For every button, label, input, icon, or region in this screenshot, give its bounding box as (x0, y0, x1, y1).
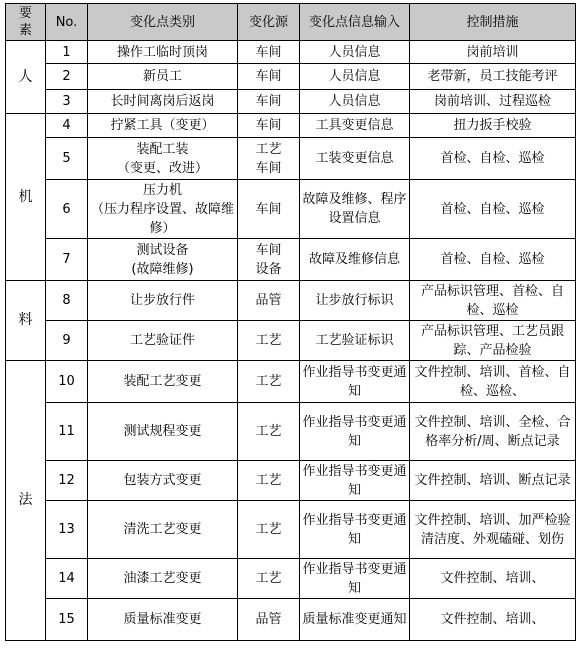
table-row (6, 501, 576, 559)
no-cell: 10 (46, 361, 88, 403)
no-cell: 6 (46, 180, 88, 239)
table-row (6, 281, 576, 321)
source-cell: 工艺 (238, 501, 300, 559)
category-cell: 装配工艺变更 (88, 361, 238, 403)
source-cell: 车间 (238, 180, 300, 239)
source-cell: 工艺 (238, 321, 300, 361)
source-cell: 车间 (238, 64, 300, 90)
table-row (6, 114, 576, 138)
source-cell: 工艺 (238, 403, 300, 461)
table-row (6, 41, 576, 64)
table-row (6, 321, 576, 361)
info-cell: 质量标准变更通知 (300, 599, 410, 641)
measures-cell: 扭力扳手校验 (410, 114, 576, 138)
change-point-table (5, 3, 576, 641)
no-cell: 15 (46, 599, 88, 641)
category-cell: 油漆工艺变更 (88, 559, 238, 599)
header-measures: 控制措施 (410, 4, 576, 41)
source-cell: 品管 (238, 599, 300, 641)
measures-cell: 文件控制、培训、首检、自检、巡检、 (410, 361, 576, 403)
table-row (6, 403, 576, 461)
element-cell-method: 法 (6, 361, 46, 641)
measures-cell: 岗前培训 (410, 41, 576, 64)
table-row (6, 138, 576, 180)
info-cell: 人员信息 (300, 90, 410, 114)
source-cell: 工艺 车间 (238, 138, 300, 180)
header-info: 变化点信息输入 (300, 4, 410, 41)
info-cell: 工具变更信息 (300, 114, 410, 138)
info-cell: 作业指导书变更通知 (300, 559, 410, 599)
measures-cell: 文件控制、培训、加严检验清洁度、外观磕碰、划伤 (410, 501, 576, 559)
no-cell: 9 (46, 321, 88, 361)
measures-cell: 文件控制、培训、断点记录 (410, 461, 576, 501)
source-cell: 工艺 (238, 361, 300, 403)
category-cell: 新员工 (88, 64, 238, 90)
element-cell-material: 料 (6, 281, 46, 361)
measures-cell: 老带新，员工技能考评 (410, 64, 576, 90)
no-cell: 5 (46, 138, 88, 180)
category-cell: 测试规程变更 (88, 403, 238, 461)
source-cell: 车间 (238, 41, 300, 64)
category-cell: 清洗工艺变更 (88, 501, 238, 559)
measures-cell: 产品标识管理、首检、自检、巡检 (410, 281, 576, 321)
no-cell: 2 (46, 64, 88, 90)
info-cell: 故障及维修信息 (300, 239, 410, 281)
category-cell: 长时间离岗后返岗 (88, 90, 238, 114)
element-cell-machine: 机 (6, 114, 46, 281)
table-row (6, 239, 576, 281)
category-cell: 让步放行件 (88, 281, 238, 321)
source-cell: 车间 设备 (238, 239, 300, 281)
table-row (6, 599, 576, 641)
table-row (6, 361, 576, 403)
no-cell: 13 (46, 501, 88, 559)
category-cell: 包装方式变更 (88, 461, 238, 501)
source-cell: 品管 (238, 281, 300, 321)
info-cell: 作业指导书变更通知 (300, 461, 410, 501)
measures-cell: 文件控制、培训、 (410, 559, 576, 599)
table-row (6, 559, 576, 599)
measures-cell: 首检、自检、巡检 (410, 180, 576, 239)
measures-cell: 文件控制、培训、全检、合格率分析/周、断点记录 (410, 403, 576, 461)
measures-cell: 产品标识管理、工艺员跟踪、产品检验 (410, 321, 576, 361)
no-cell: 7 (46, 239, 88, 281)
header-element: 要 素 (6, 4, 46, 41)
category-cell: 工艺验证件 (88, 321, 238, 361)
info-cell: 故障及维修、程序设置信息 (300, 180, 410, 239)
no-cell: 8 (46, 281, 88, 321)
category-cell: 拧紧工具（变更） (88, 114, 238, 138)
header-row (6, 4, 576, 41)
element-cell-people: 人 (6, 41, 46, 114)
table-row (6, 180, 576, 239)
source-cell: 工艺 (238, 461, 300, 501)
measures-cell: 首检、自检、巡检 (410, 138, 576, 180)
info-cell: 作业指导书变更通知 (300, 403, 410, 461)
category-cell: 装配工装 （变更、改进） (88, 138, 238, 180)
header-category: 变化点类别 (88, 4, 238, 41)
category-cell: 质量标准变更 (88, 599, 238, 641)
no-cell: 1 (46, 41, 88, 64)
info-cell: 作业指导书变更通知 (300, 361, 410, 403)
measures-cell: 首检、自检、巡检 (410, 239, 576, 281)
header-no: No. (46, 4, 88, 41)
no-cell: 3 (46, 90, 88, 114)
source-cell: 车间 (238, 114, 300, 138)
table-row (6, 64, 576, 90)
source-cell: 工艺 (238, 559, 300, 599)
no-cell: 11 (46, 403, 88, 461)
info-cell: 人员信息 (300, 64, 410, 90)
info-cell: 作业指导书变更通知 (300, 501, 410, 559)
table-wrapper (5, 3, 576, 641)
category-cell: 压力机 （压力程序设置、故障维修） (88, 180, 238, 239)
header-source: 变化源 (238, 4, 300, 41)
table-body (6, 41, 576, 641)
no-cell: 14 (46, 559, 88, 599)
no-cell: 4 (46, 114, 88, 138)
info-cell: 人员信息 (300, 41, 410, 64)
info-cell: 工装变更信息 (300, 138, 410, 180)
no-cell: 12 (46, 461, 88, 501)
table-row (6, 90, 576, 114)
category-cell: 操作工临时顶岗 (88, 41, 238, 64)
measures-cell: 岗前培训、过程巡检 (410, 90, 576, 114)
measures-cell: 文件控制、培训、 (410, 599, 576, 641)
source-cell: 车间 (238, 90, 300, 114)
info-cell: 工艺验证标识 (300, 321, 410, 361)
info-cell: 让步放行标识 (300, 281, 410, 321)
category-cell: 测试设备 (故障维修) (88, 239, 238, 281)
table-row (6, 461, 576, 501)
